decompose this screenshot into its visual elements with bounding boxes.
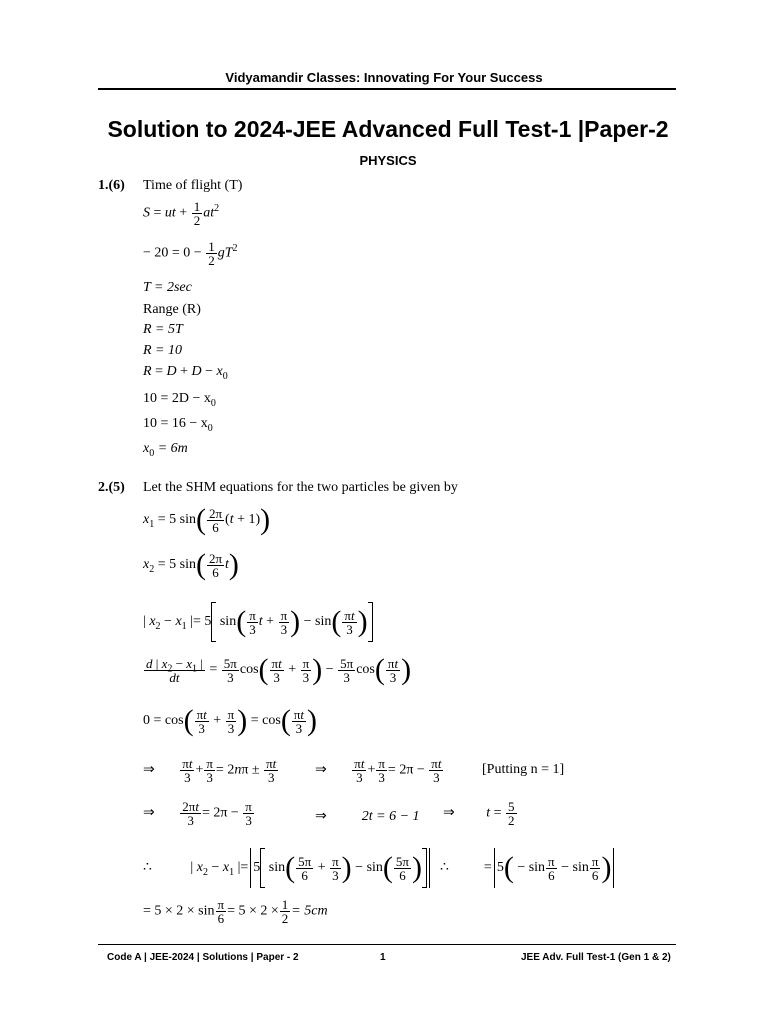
q2-eq-particular: ⇒ $\frac{\pi t}{3}$ + $\frac{\pi}{3}$ = 2π − $\frac{\pi t}{3}$: [315, 756, 442, 785]
q2-eq-final: = 5 × 2 × sin $\frac{\pi}{6}$ = 5 × 2 × $\frac{1}{2}$ = 5cm: [143, 897, 328, 926]
footer-code: Code A | JEE-2024 | Solutions | Paper - 2: [107, 952, 299, 963]
footer-test-name: JEE Adv. Full Test-1 (Gen 1 & 2): [521, 952, 671, 963]
q1-eq-kinematics: S = ut + $\frac{1}{2}$ $at^2$: [143, 199, 220, 228]
section-heading: PHYSICS: [359, 153, 417, 168]
footer-rule: [98, 944, 676, 945]
q1-eq-result: $x_0 = 6m$: [143, 441, 188, 459]
q2-eq-max-simplified: ∴ = 5( − sin $\frac{\pi}{6}$ − sin $\frac{\pi}{6}$ ): [440, 848, 616, 888]
q1-eq-range-sum: $R = D + D - x_0$: [143, 364, 228, 382]
q2-eq-solve2: ⇒ 2t = 6 − 1: [315, 809, 420, 824]
q2-eq-max-diff: ∴ | $x_2 - x_1$ |= 5 sin( $\frac{5\pi}{6}$ + $\frac{\pi}{3}$ ) − sin( $\frac{5\pi}{6}$ ): [143, 848, 432, 888]
q2-eq-solve1: ⇒ $\frac{2\pi t}{3}$ = 2π − $\frac{\pi}{3}$: [143, 799, 252, 828]
footer-page-number: 1: [380, 952, 386, 963]
q1-intro: Time of flight (T): [143, 178, 243, 193]
page-title: Solution to 2024-JEE Advanced Full Test-1 |Paper-2: [107, 116, 669, 142]
q2-eq-solve3: ⇒ t = $\frac{5}{2}$: [443, 799, 515, 828]
question-1-number: 1.(6): [98, 178, 125, 193]
q2-eq-derivative: $\frac{d | x_2 - x_1 |}{dt}$ = $\frac{5\pi}{3}$ cos( $\frac{\pi t}{3}$ + $\frac{\pi}{3}$ ) − $\frac{5\pi}{3}$ cos( $\frac{\pi t}{3}$ ): [146, 653, 412, 686]
q2-eq-x2: $x_2 = 5$ sin( $\frac{2\pi}{6}$ t): [143, 548, 239, 581]
q2-eq-zero: 0 = cos( $\frac{\pi t}{3}$ + $\frac{\pi}{3}$ ) = cos( $\frac{\pi t}{3}$ ): [143, 704, 318, 737]
q1-eq-substitute: − 20 = 0 − $\frac{1}{2}$ $gT^2$: [143, 239, 238, 268]
header-rule: [98, 88, 676, 90]
q1-eq-range: R = 5T: [143, 322, 183, 337]
q2-eq-general: ⇒ $\frac{\pi t}{3}$ + $\frac{\pi}{3}$ = 2nπ ± $\frac{\pi t}{3}$: [143, 756, 277, 785]
q1-eq-step2: $10 = 16 - x_0$: [143, 416, 213, 434]
q2-eq-difference: | $x_2 - x_1$ |= 5 sin( $\frac{\pi}{3}$ t + $\frac{\pi}{3}$ ) − sin( $\frac{\pi t}{3}$ ): [143, 602, 373, 642]
q1-eq-range-value: R = 10: [143, 343, 182, 358]
q2-eq-x1: $x_1 = 5$ sin( $\frac{2\pi}{6}$ (t + 1)): [143, 503, 271, 536]
q1-eq-step1: $10 = 2D - x_0$: [143, 391, 216, 409]
question-2-number: 2.(5): [98, 480, 125, 495]
q2-putting-note: [Putting n = 1]: [482, 762, 565, 777]
q2-intro: Let the SHM equations for the two particles be given by: [143, 480, 458, 495]
q1-range-label: Range (R): [143, 302, 201, 317]
page-header: Vidyamandir Classes: Innovating For Your Success: [225, 70, 543, 85]
q1-eq-time: T = 2sec: [143, 280, 192, 295]
